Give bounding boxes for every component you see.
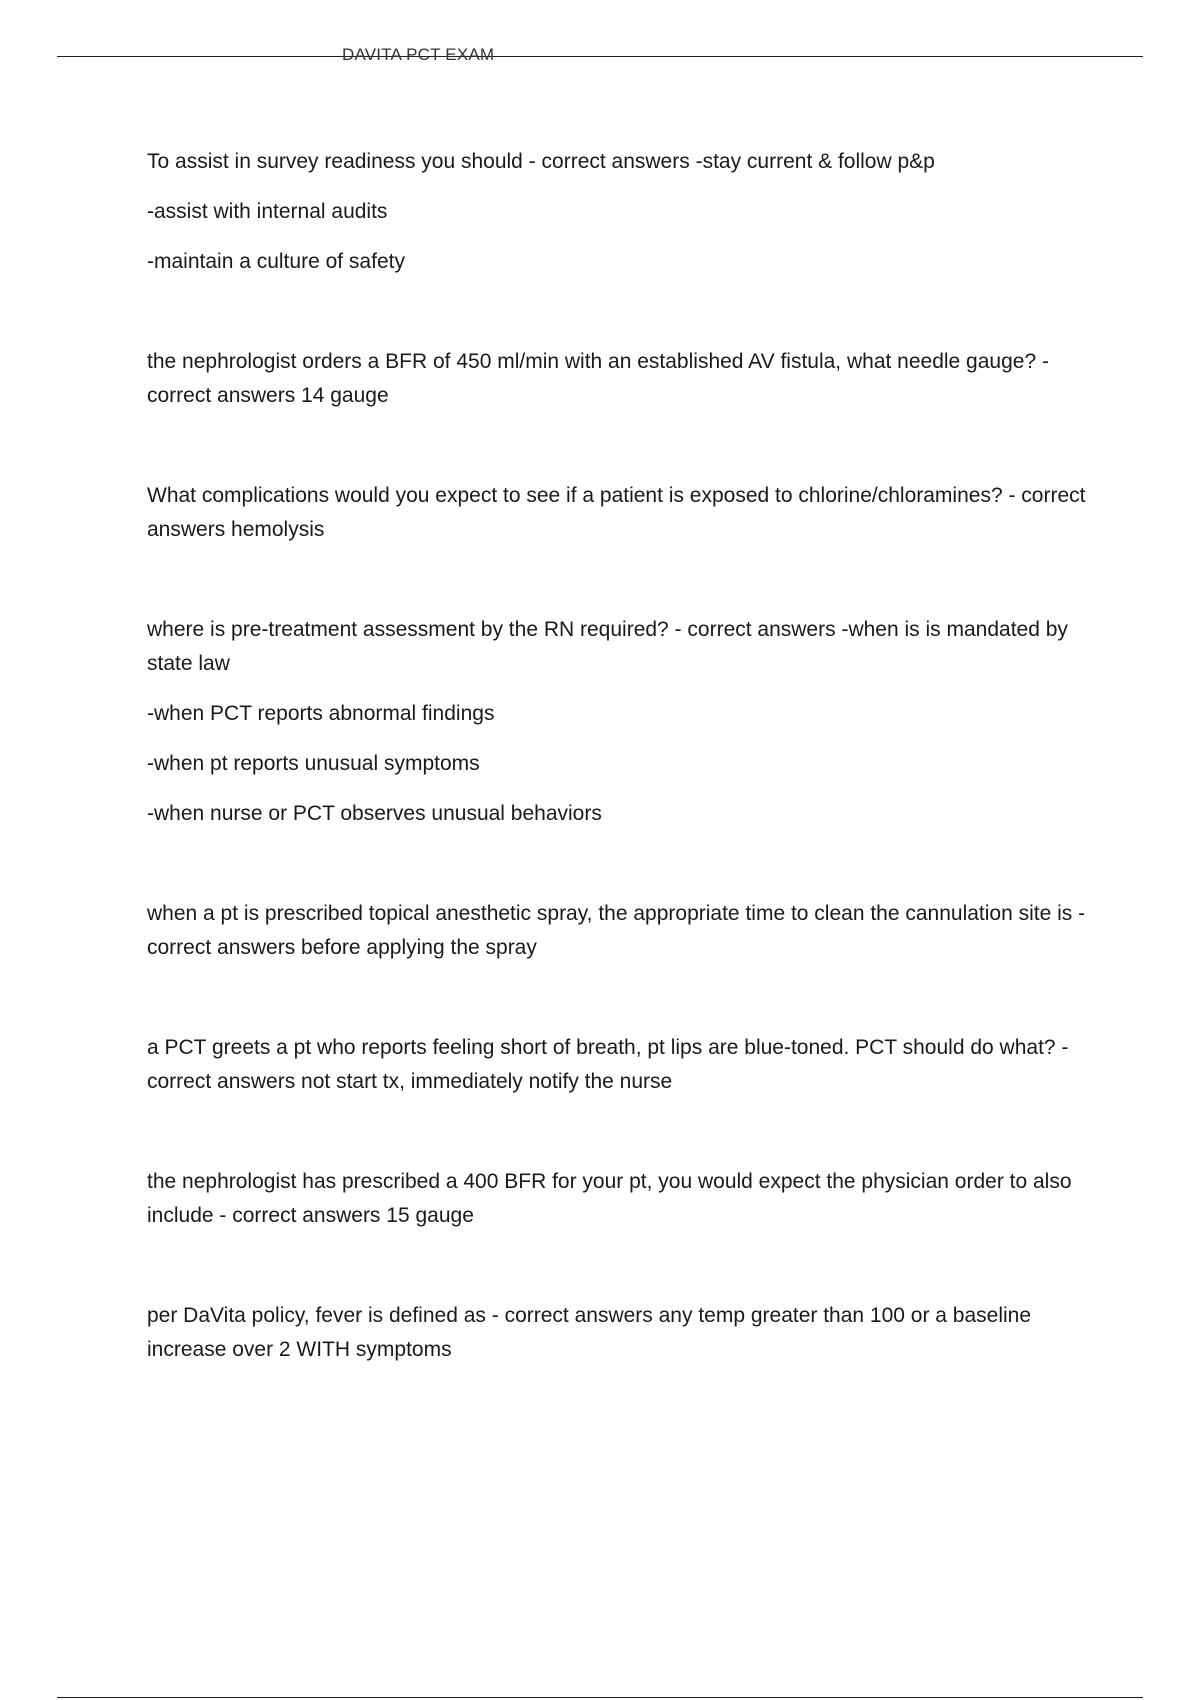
- question-text: To assist in survey readiness you should -: [147, 150, 536, 173]
- question-text: where is pre-treatment assessment by the RN required? -: [147, 618, 682, 641]
- qa-question-paragraph: [147, 345, 1097, 413]
- footer-rule: [57, 1697, 1143, 1698]
- answer-text: 14 gauge: [301, 384, 389, 407]
- qa-item: [147, 1299, 1097, 1367]
- answer-prefix: correct answers: [681, 618, 842, 641]
- qa-question-paragraph: [147, 1165, 1097, 1233]
- question-text: What complications would you expect to see if a patient is exposed to chlorine/chloramines? -: [147, 484, 1016, 507]
- question-text: the nephrologist orders a BFR of 450 ml/min with an established AV fistula, what needle gauge? -: [147, 350, 1049, 373]
- answer-prefix: correct answers: [147, 1070, 302, 1093]
- qa-question-paragraph: [147, 897, 1097, 965]
- qa-list: [147, 145, 1097, 1367]
- qa-question-paragraph: [147, 1031, 1097, 1099]
- qa-item: [147, 145, 1097, 279]
- qa-item: [147, 613, 1097, 831]
- answer-line: -when nurse or PCT observes unusual behaviors: [147, 802, 602, 825]
- header-rule: [57, 56, 1143, 57]
- answer-text: before applying the spray: [301, 936, 537, 959]
- answer-prefix: correct answers: [147, 384, 302, 407]
- answer-text: any temp greater than 100 or a baseline increase over 2 WITH symptoms: [147, 1304, 1032, 1361]
- qa-item: [147, 1165, 1097, 1233]
- qa-question-paragraph: [147, 479, 1097, 547]
- answer-prefix: correct answers: [147, 936, 302, 959]
- answer-prefix: correct answers: [498, 1304, 659, 1327]
- answer-text: -stay current & follow p&p: [695, 150, 935, 173]
- answer-text: hemolysis: [231, 518, 325, 541]
- answer-line: -when pt reports unusual symptoms: [147, 752, 480, 775]
- answer-prefix: correct answers: [226, 1204, 387, 1227]
- answer-text: not start tx, immediately notify the nurse: [301, 1070, 673, 1093]
- question-text: when a pt is prescribed topical anesthetic spray, the appropriate time to clean the cannulation site is -: [147, 902, 1086, 925]
- question-text: the nephrologist has prescribed a 400 BFR for your pt, you would expect the physician order to also include -: [147, 1170, 1072, 1227]
- qa-item: [147, 1031, 1097, 1099]
- question-text: per DaVita policy, fever is defined as -: [147, 1304, 499, 1327]
- page-header-title: DAVITA PCT EXAM: [342, 45, 495, 64]
- qa-item: [147, 479, 1097, 547]
- qa-question-paragraph: [147, 613, 1097, 681]
- qa-question-paragraph: [147, 145, 1097, 179]
- answer-prefix: correct answers: [147, 484, 1086, 541]
- qa-item: [147, 897, 1097, 965]
- answer-line: -assist with internal audits: [147, 200, 388, 223]
- answer-text: -when is is mandated by state law: [147, 618, 1068, 675]
- qa-item: [147, 345, 1097, 413]
- qa-question-paragraph: [147, 1299, 1097, 1367]
- answer-line: -when PCT reports abnormal findings: [147, 702, 495, 725]
- question-text: a PCT greets a pt who reports feeling short of breath, pt lips are blue-toned. PCT should do what? -: [147, 1036, 1069, 1059]
- answer-line: -maintain a culture of safety: [147, 250, 405, 273]
- answer-prefix: correct answers: [535, 150, 696, 173]
- answer-text: 15 gauge: [386, 1204, 474, 1227]
